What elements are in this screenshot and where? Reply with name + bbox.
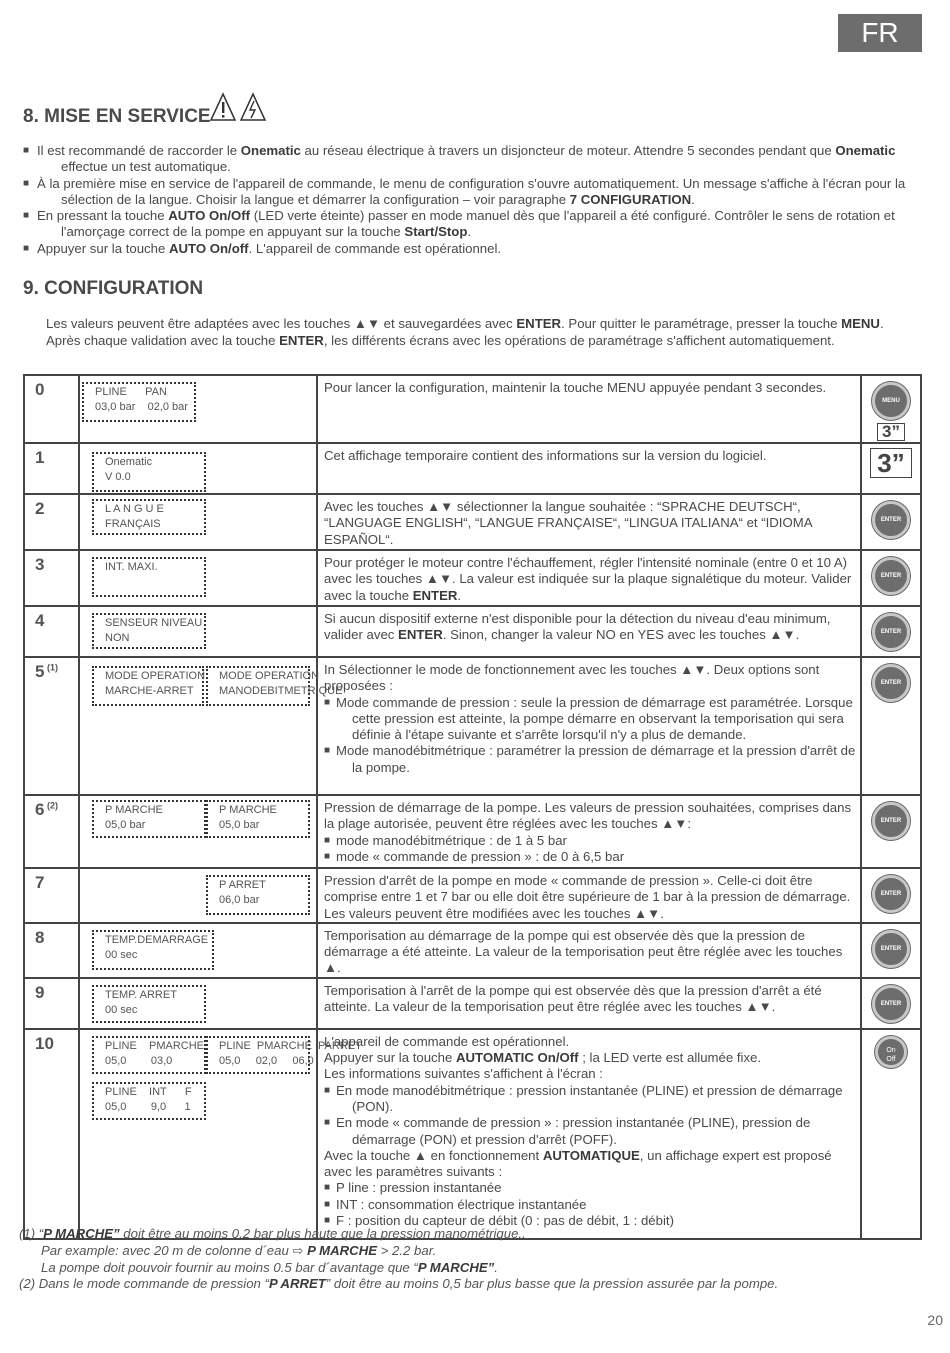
enter-button-icon: ENTER	[872, 930, 910, 968]
enter-button-icon: ENTER	[872, 664, 910, 702]
bold-text: AUTOMATIC On/Off	[455, 1050, 579, 1066]
bold-text: 7 CONFIGURATION	[569, 191, 692, 207]
language-badge: FR	[838, 14, 922, 52]
display-screen-cell	[79, 868, 317, 923]
enter-button-icon: ENTER	[872, 613, 910, 651]
desc-text	[324, 555, 856, 604]
config-row	[24, 375, 921, 443]
lcd-display: P MARCHE 05,0 bar	[206, 800, 310, 838]
step-description	[317, 868, 861, 923]
text: Par example: avec 20 m de colonne d´eau ⇨	[41, 1242, 308, 1258]
display-screen-cell	[79, 657, 343, 795]
text: .	[494, 1259, 498, 1275]
button-cell	[861, 375, 921, 443]
text: L'appareil de commande est opérationnel.	[324, 1033, 570, 1049]
text: Les informations suivantes s'affichent à l'écran :	[324, 1066, 603, 1082]
enter-button-icon: ENTER	[872, 985, 910, 1023]
menu-button-icon: MENU	[872, 382, 910, 420]
desc-text: Pression de démarrage de la pompe. Les valeurs de pression souhaitées, comprises dans la plage autorisée, peuvent être réglées avec les touches ▲▼:	[324, 800, 852, 832]
warning-triangle-icon	[210, 92, 236, 122]
sub-item: ■ En mode « commande de pression » : pression instantanée (PLINE), pression de démarrage (PON) et pression d'arrêt (POFF).	[324, 1115, 856, 1148]
lcd-display: P MARCHE 05,0 bar	[92, 800, 206, 838]
text: . Sinon, changer la valeur NO en YES avec les touches ▲▼.	[442, 627, 800, 643]
sub-list	[324, 1180, 856, 1229]
step-number: 1	[24, 443, 79, 494]
sub-item: ■ mode « commande de pression » : de 0 à 6,5 bar	[324, 849, 856, 865]
button-cell	[861, 443, 921, 494]
config-row	[24, 978, 921, 1029]
step-description	[317, 978, 861, 1029]
footnote-line	[19, 1260, 778, 1277]
bullet-item	[23, 143, 923, 176]
button-cell	[861, 494, 921, 550]
display-screen-cell	[79, 923, 317, 978]
bold-text: MENU	[841, 316, 880, 331]
text: Pour protéger le moteur contre l'échauffement, régler l'intensité nominale (entre 0 et 10 A) avec les touches ▲▼. La valeur est indiquée sur la plaque signalétique du moteur. Valider avec la touche	[324, 555, 852, 603]
display-screen-cell	[79, 375, 317, 443]
enter-button-icon: ENTER	[872, 501, 910, 539]
text: ” doit être au moins 0,5 bar plus basse que la pression assurée par la pompe.	[325, 1276, 779, 1292]
footnote-line	[19, 1243, 778, 1260]
enter-button-icon: ENTER	[872, 875, 910, 913]
bold-text: ENTER	[412, 587, 458, 603]
desc-line	[324, 1148, 856, 1181]
lcd-display: PLINE PMARCHE 05,0 03,0	[92, 1036, 206, 1074]
step-number: 0	[24, 375, 79, 443]
desc-line	[324, 1050, 856, 1066]
lcd-display: PLINE PMARCHE PARRET 05,0 02,0 06,0	[206, 1036, 310, 1074]
bold-text: AUTO On/off	[168, 240, 249, 256]
text: .	[691, 191, 695, 207]
step-description	[317, 606, 861, 657]
text: ; la LED verte est allumée fixe.	[578, 1050, 762, 1066]
footnotes	[19, 1226, 778, 1293]
text: Appuyer sur la touche	[324, 1050, 456, 1066]
desc-text	[324, 611, 856, 644]
page-number: 20	[927, 1312, 943, 1328]
lcd-display: SENSEUR NIVEAU NON	[92, 613, 206, 649]
display-screen-cell	[79, 443, 317, 494]
text: .	[457, 587, 462, 603]
duration-badge: 3”	[870, 448, 911, 478]
sub-list	[324, 1083, 856, 1148]
text: (2) Dans le mode commande de pression “	[19, 1276, 269, 1292]
sub-item: ■ mode manodébitmétrique : de 1 à 5 bar	[324, 833, 856, 849]
config-row	[24, 868, 921, 923]
lcd-display: TEMP. ARRET 00 sec	[92, 985, 206, 1023]
step-number: 8	[24, 923, 79, 978]
section-8-bullets	[23, 143, 923, 257]
config-row	[24, 606, 921, 657]
text: (1) “	[19, 1226, 44, 1241]
text: . L'appareil de commande est opérationnel.	[248, 240, 502, 256]
button-cell	[861, 606, 921, 657]
bold-text: P MARCHE”	[43, 1226, 120, 1241]
duration-badge: 3”	[877, 423, 905, 441]
config-row	[24, 795, 921, 868]
text: , un affichage expert est proposé avec les paramètres suivants :	[324, 1147, 832, 1180]
lcd-display: INT. MAXI.	[92, 557, 206, 597]
bold-text: ENTER	[516, 316, 562, 331]
bold-text: Onematic	[240, 143, 301, 158]
desc-text: Pour lancer la configuration, maintenir la touche MENU appuyée pendant 3 secondes.	[324, 380, 827, 395]
display-screen-cell	[79, 606, 317, 657]
enter-button-icon: ENTER	[872, 557, 910, 595]
text: Les valeurs peuvent être adaptées avec les touches ▲▼ et sauvegardées avec	[46, 316, 517, 331]
text: Avec la touche ▲ en fonctionnement	[324, 1147, 543, 1163]
text: . Après chaque validation avec la touche	[46, 316, 884, 348]
lcd-display: L A N G U E FRANÇAIS	[92, 499, 206, 535]
step-number: 7	[24, 868, 79, 923]
display-screen-cell	[79, 494, 317, 550]
step-number: 2	[24, 494, 79, 550]
lcd-display: TEMP.DEMARRAGE 00 sec	[92, 930, 214, 970]
bold-text: AUTO On/Off	[168, 208, 251, 224]
section-9-intro	[46, 316, 906, 349]
config-row	[24, 657, 921, 795]
display-screen-cell	[79, 795, 317, 868]
button-cell	[861, 657, 921, 795]
sub-item: ■ INT : consommation électrique instantanée	[324, 1197, 856, 1213]
bold-text: P MARCHE”	[417, 1259, 495, 1275]
enter-button-icon: ENTER	[872, 802, 910, 840]
text: À la première mise en service de l'appareil de commande, le menu de configuration s'ouvre automatiquement. Un message s'affiche à l'écran pour la sélection de la langue. Choisir la langue et démarrer la configuration – voir paragraphe	[37, 175, 906, 207]
config-row	[24, 550, 921, 606]
text: La pompe doit pouvoir fournir au moins 0.5 bar d´avantage que “	[41, 1259, 418, 1275]
bold-text: AUTOMATIQUE	[542, 1147, 640, 1163]
button-cell	[861, 923, 921, 978]
text: , les différents écrans avec les opérations de paramétrage s'affichent automatiquement.	[323, 332, 835, 348]
lcd-display: MODE OPERATION MARCHE-ARRET	[92, 666, 204, 706]
text: > 2.2 bar.	[377, 1242, 437, 1258]
text: effectue un test automatique.	[61, 159, 231, 175]
footnote-line	[19, 1276, 778, 1293]
text: .	[467, 224, 472, 240]
display-screen-cell	[79, 550, 317, 606]
sub-item: ■ F : position du capteur de débit (0 : pas de débit, 1 : débit)	[324, 1213, 856, 1229]
on-off-button-icon: On Off	[875, 1036, 907, 1068]
sub-item: ■ En mode manodébitmétrique : pression instantanée (PLINE) et pression de démarrage (PON).	[324, 1083, 856, 1116]
step-number: 3	[24, 550, 79, 606]
configuration-table	[23, 374, 922, 1240]
desc-text: Temporisation au démarrage de la pompe qui est observée dès que la pression de démarrage a été atteinte. La valeur de la temporisation peut être réglée avec les touches ▲.	[324, 927, 843, 976]
step-description	[317, 795, 861, 868]
bullet-item	[23, 208, 923, 241]
button-cell	[861, 1029, 921, 1239]
sub-list	[324, 695, 856, 776]
bold-text: P MARCHE	[307, 1242, 378, 1258]
lcd-display: PLINE INT F 05,0 9,0 1	[92, 1082, 206, 1120]
text: En pressant la touche	[37, 208, 169, 224]
step-description	[317, 375, 861, 443]
step-description	[317, 923, 861, 978]
config-row	[24, 494, 921, 550]
bold-text: Start/Stop	[404, 224, 468, 240]
step-number: 4	[24, 606, 79, 657]
step-description	[317, 494, 861, 550]
bold-text: Onematic	[835, 143, 896, 158]
sub-item: ■ Mode commande de pression : seule la pression de démarrage est paramétrée. Lorsque cette pression est atteinte, la pompe démarre en observant la temporisation qui sera définie à l'étape suivante et s'arrête lorsqu'il n'y a plus de demande.	[324, 695, 856, 744]
desc-text: In Sélectionner le mode de fonctionnement avec les touches ▲▼. Deux options sont proposées :	[324, 662, 820, 694]
text: Il est recommandé de raccorder le	[37, 143, 241, 158]
lcd-display: PLINE PAN 03,0 bar 02,0 bar	[82, 382, 196, 422]
text: (LED verte éteinte) passer en mode manuel dès que l'appareil a été configuré. Contrôler le sens de rotation et l'amorçage correct de la pompe en appuyant sur la touche	[61, 208, 895, 240]
bold-text: ENTER	[279, 332, 324, 348]
text: Appuyer sur la touche	[37, 240, 169, 256]
desc-text: Avec les touches ▲▼ sélectionner la langue souhaitée : “SPRACHE DEUTSCH“, “LANGUAGE ENGLISH“, “LANGUE FRANÇAISE“, “LINGUA ITALIANA“ et “IDIOMA ESPAÑOL“.	[324, 499, 812, 547]
step-number: 10	[24, 1029, 79, 1239]
desc-line	[324, 1034, 856, 1050]
text: doit être au moins 0.2 bar plus haute que la pression manométrique..	[119, 1226, 526, 1241]
step-number: 9	[24, 978, 79, 1029]
step-description	[317, 1029, 861, 1239]
text: Si aucun dispositif externe n'est disponible pour la détection du niveau d'eau minimum, valider avec	[324, 611, 831, 643]
button-cell	[861, 795, 921, 868]
text: . Pour quitter le paramétrage, presser la touche	[561, 316, 842, 331]
bullet-item	[23, 176, 923, 209]
footnote-line	[19, 1226, 778, 1243]
desc-text: Cet affichage temporaire contient des informations sur la version du logiciel.	[324, 448, 767, 463]
bold-text: ENTER	[398, 627, 443, 643]
sub-list	[324, 833, 856, 866]
step-number: 6 $^{(2)}$	[24, 795, 79, 868]
bullet-item	[23, 241, 923, 257]
button-cell	[861, 978, 921, 1029]
section-9-title: 9. CONFIGURATION	[23, 278, 204, 299]
section-8-title: 8. MISE EN SERVICE	[23, 106, 211, 127]
sub-item: ■ P line : pression instantanée	[324, 1180, 856, 1196]
lcd-display: P ARRET 06,0 bar	[206, 875, 310, 915]
electrical-hazard-icon	[240, 92, 266, 122]
display-screen-cell	[79, 978, 317, 1029]
button-cell	[861, 550, 921, 606]
step-description	[317, 443, 861, 494]
bold-text: P ARRET	[268, 1276, 326, 1292]
config-row	[24, 923, 921, 978]
lcd-display: MODE OPERATION MANODEBITMETRIQUE	[206, 666, 310, 706]
sub-item: ■ Mode manodébitmétrique : paramétrer la pression de démarrage et la pression d'arrêt de la pompe.	[324, 743, 856, 776]
config-row	[24, 1029, 921, 1239]
text: au réseau électrique à travers un disjoncteur de moteur. Attendre 5 secondes pendant que	[300, 143, 836, 158]
desc-text: Temporisation à l'arrêt de la pompe qui est observée dès que la pression d'arrêt a été atteinte. La valeur de la temporisation peut être réglée avec les touches ▲▼.	[324, 982, 822, 1015]
config-row	[24, 443, 921, 494]
warning-icons	[210, 92, 266, 122]
step-number: 5 $^{(1)}$	[24, 657, 79, 795]
lcd-display: Onematic V 0.0	[92, 452, 206, 492]
desc-text: Pression d'arrêt de la pompe en mode « commande de pression ». Celle-ci doit être comprise entre 1 et 7 bar ou elle doit être supérieure de 1 bar à la pression de démarrage. Les valeurs peuvent être modifiées avec les touches ▲▼.	[324, 873, 851, 921]
step-description	[317, 550, 861, 606]
desc-line	[324, 1066, 856, 1082]
step-description	[317, 657, 861, 795]
button-cell	[861, 868, 921, 923]
